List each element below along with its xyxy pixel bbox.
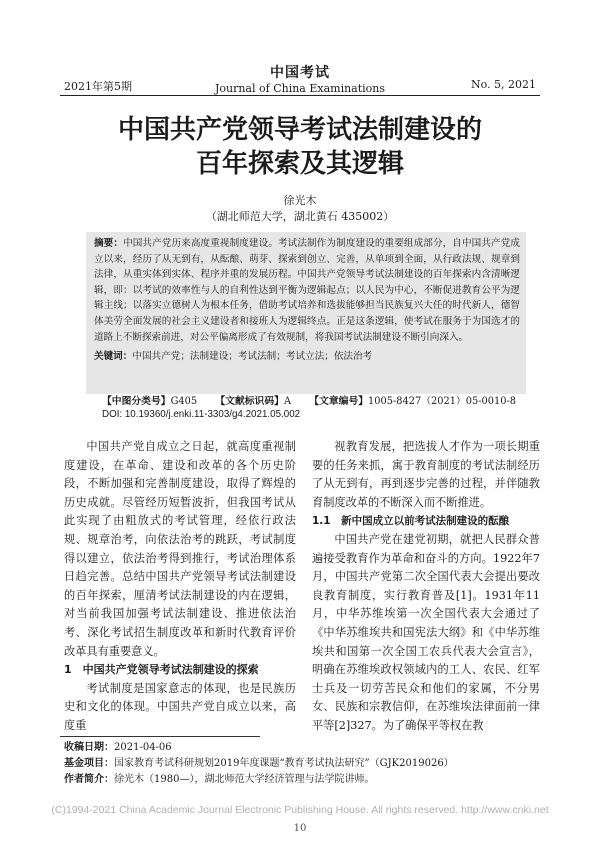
author-info-label: 作者简介： xyxy=(64,774,114,785)
abstract-box xyxy=(86,232,526,394)
footnote-rule xyxy=(60,736,260,737)
issue-label-right: No. 5, 2021 xyxy=(470,78,536,91)
header-rule xyxy=(60,95,540,96)
article-number-value: 1005-8427（2021）05-0010-8 xyxy=(368,396,516,407)
author-info-text: 徐光木（1980—），湖北师范大学经济管理与法学院讲师。 xyxy=(114,774,375,785)
abstract-label: 摘要： xyxy=(94,238,124,249)
author-affiliation: （湖北师范大学，湖北黄石 435002） xyxy=(205,210,395,223)
footnote-author xyxy=(64,772,374,788)
clc-label: 【中图分类号】 xyxy=(102,396,171,407)
body-column-right xyxy=(312,438,540,736)
fund-label: 基金项目： xyxy=(64,758,114,769)
paragraph: 考试制度是国家意志的体现，也是民族历史和文化的体现。中国共产党自成立以来，高度重 xyxy=(64,681,296,732)
keywords-text: 中国共产党；法制建设；考试法制；考试立法；依法治考 xyxy=(132,351,373,363)
paragraph: 视教育发展，把选拔人才作为一项长期重要的任务来抓，寓于教育制度的考试法制经历了从无到有，再到逐步完善的过程，并伴随教育制度改革的不断深入而不断推进。 xyxy=(312,440,540,509)
footnote-fund xyxy=(64,756,454,772)
journal-english-name: Journal of China Examinations xyxy=(214,82,386,95)
footnote-received xyxy=(64,740,172,756)
classification-line xyxy=(102,393,516,407)
copyright-watermark: (C)1994-2021 China Academic Journal Electronic Publishing House. All rights reserved. http://www.cnki.net xyxy=(51,804,549,816)
article-title-line2: 百年探索及其逻辑 xyxy=(195,149,404,179)
keywords-label: 关键词： xyxy=(94,351,133,363)
received-date: 2021-04-06 xyxy=(114,742,172,753)
paragraph: 中国共产党自成立之日起，就高度重视制度建设，在革命、建设和改革的各个历史阶段，不断加强和完善制度建设，取得了辉煌的历史成就。尽管经历短暂波折，但我国考试从此实现了由粗放式的考试管理，经依行政法规、规章治考，向依法治考的跳跃，考试制度得以建立，依法治考得到推行，考试治理体系日趋完善。总结中国共产党领导考试法制建设的百年探索，厘清考试法制建设的内在逻辑，对当前我国加强考试法制建设、推进依法治考、深化考试招生制度改革和新时代教育评价改革具有重要意义。 xyxy=(64,440,296,658)
section-heading-1: 1 中国共产党领导考试法制建设的探索 xyxy=(64,663,259,677)
received-label: 收稿日期： xyxy=(64,742,114,753)
journal-logo: 中国考试 xyxy=(270,65,330,81)
page-number: 10 xyxy=(293,823,307,834)
fund-text: 国家教育考试科研规划2019年度课题“教育考试执法研究”（GJK2019026） xyxy=(114,758,454,769)
body-column-left xyxy=(64,438,296,736)
author-name: 徐光木 xyxy=(283,194,317,207)
abstract-text xyxy=(94,236,520,345)
doi: DOI: 10.19360/j.enki.11-3303/g4.2021.05.002 xyxy=(102,409,301,420)
article-number-label: 【文章编号】 xyxy=(309,396,369,407)
doc-code-label: 【文献标识码】 xyxy=(215,396,284,407)
section-heading-1-1: 1.1 新中国成立以前考试法制建设的酝酿 xyxy=(312,515,510,528)
paragraph: 中国共产党在建党初期，就把人民群众普遍接受教育作为革命和奋斗的方向。1922年7月，中国共产党第二次全国代表大会提出要改良教育制度，实行教育普及[1]。1931年11月，中华苏维埃第一次全国代表大会通过了《中华苏维埃共和国宪法大纲》和《中华苏维埃共和国第一次全国工农兵代表大会宣言》，明确在苏维埃政权领域内的工人、农民、红军士兵及一切劳苦民众和他们的家属，不分男女、民族和宗教信仰，在苏维埃法律面前一律平等[2]327。为了确保平等权在教 xyxy=(312,532,540,732)
keywords xyxy=(94,349,520,365)
doc-code-value: A xyxy=(283,396,292,407)
article-title-line1: 中国共产党领导考试法制建设的 xyxy=(117,115,482,145)
clc-value: G405 xyxy=(170,396,198,407)
abstract-body: 中国共产党历来高度重视制度建设。考试法制作为制度建设的重要组成部分，自中国共产党成立以来，经历了从无到有，从酝酿、萌芽、探索到创立、完善，从单项到全面，从行政法规、规章到法律，从重实体到实体、程序并重的发展历程。中国共产党领导考试法制建设的百年探索内含清晰逻辑，即：以考试的效率性与人的自利性达到平衡为逻辑起点；以人民为中心，不断促进教育公平为逻辑主线；以落实立德树人为根本任务，借助考试培养和选拔能够担当民族复兴大任的时代新人，德智体美劳全面发展的社会主义建设者和接班人为逻辑终点。正是这条逻辑，使考试在服务于为国选才的道路上不断探索前进，对公平偏离形成了有效规制，将我国考试法制建设不断引向深入。 xyxy=(94,238,521,343)
issue-label-left: 2021年第5期 xyxy=(64,80,132,93)
